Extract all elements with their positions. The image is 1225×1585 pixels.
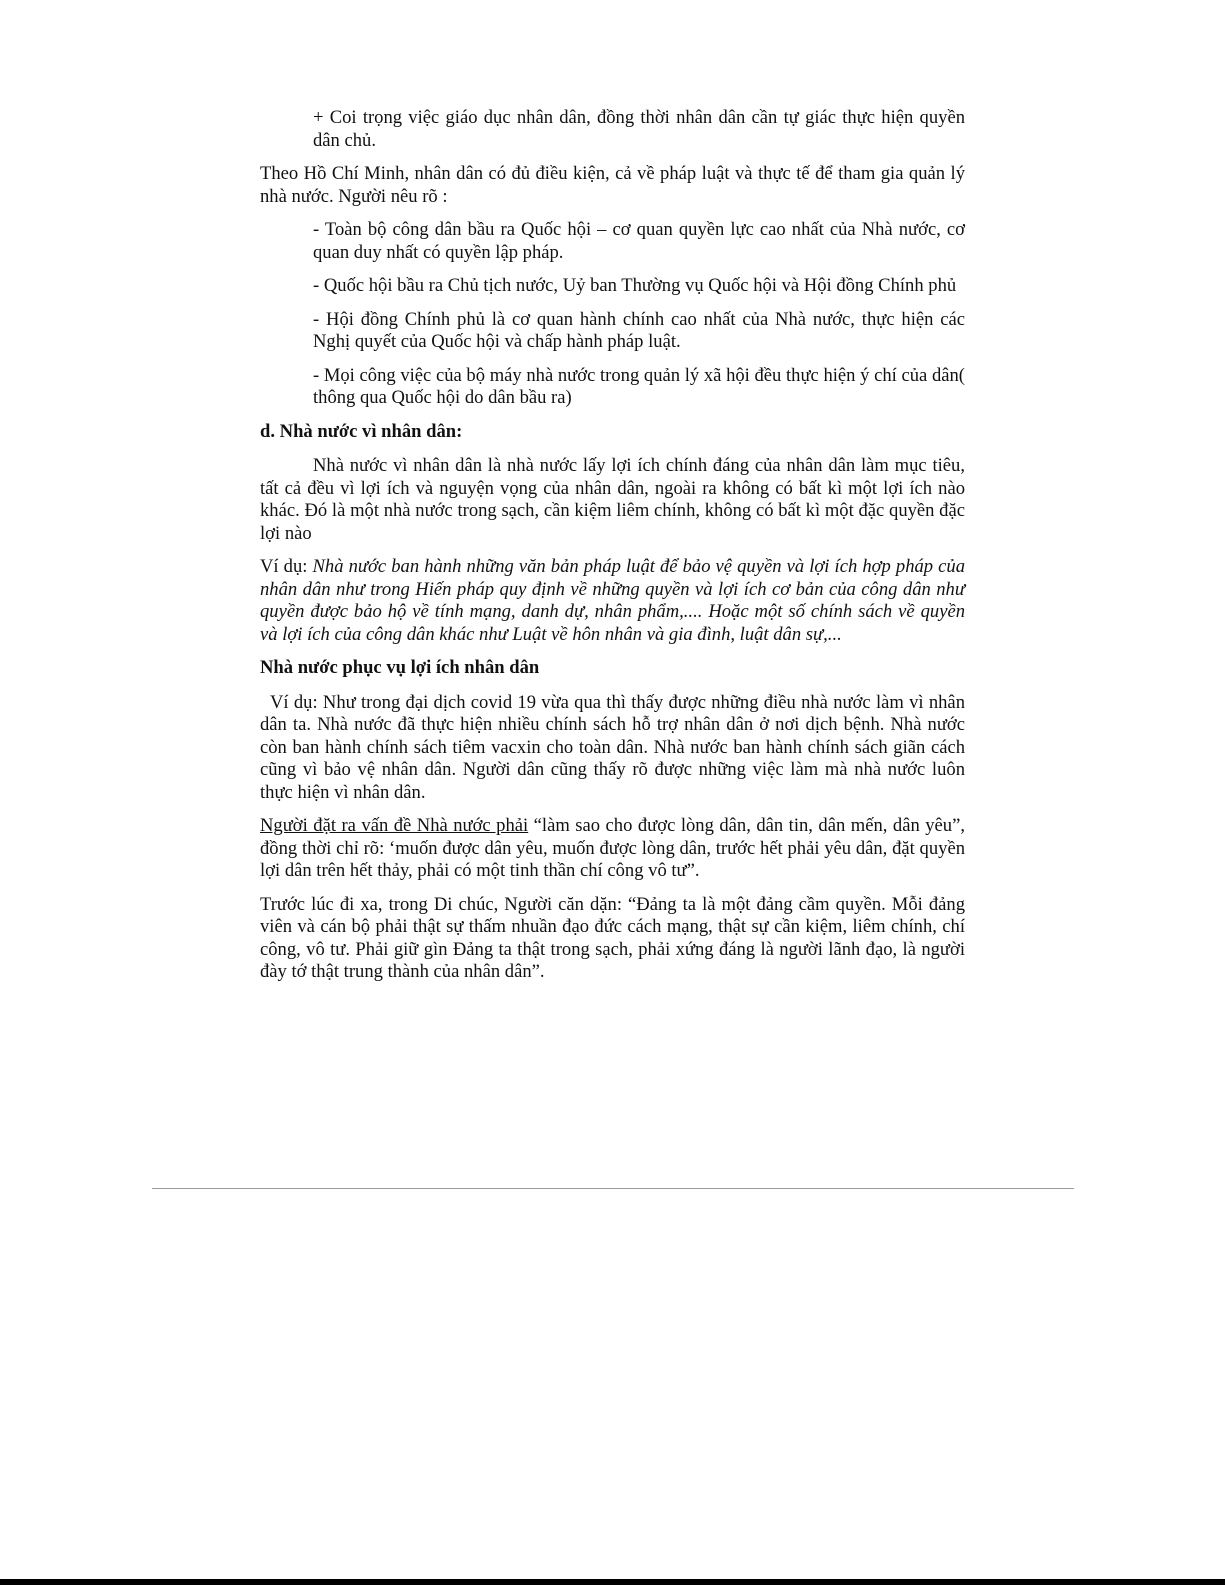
- paragraph-quote-1: [260, 815, 965, 883]
- page-bottom-edge: [0, 1579, 1225, 1585]
- paragraph-example-1: [260, 556, 965, 646]
- list-item: - Hội đồng Chính phủ là cơ quan hành chính cao nhất của Nhà nước, thực hiện các Nghị quyết của Quốc hội và chấp hành pháp luật.: [313, 308, 965, 352]
- paragraph-example-2: Ví dụ: Như trong đại dịch covid 19 vừa qua thì thấy được những điều nhà nước làm vì nhân dân ta. Nhà nước đã thực hiện nhiều chính sách hỗ trợ nhân dân ở nơi dịch bệnh. Nhà nước còn ban hành chính sách tiêm vacxin cho toàn dân. Nhà nước ban hành chính sách giãn cách cũng vì bảo vệ nhân dân. Người dân cũng thấy rõ được những việc làm mà nhà nước luôn thực hiện vì nhân dân.: [260, 691, 965, 803]
- paragraph-quote-2: Trước lúc đi xa, trong Di chúc, Người căn dặn: “Đảng ta là một đảng cầm quyền. Mỗi đảng viên và cán bộ phải thật sự thấm nhuần đạo đức cách mạng, thật sự cần kiệm, liêm chính, chí công, vô tư. Phải giữ gìn Đảng ta thật trong sạch, phải xứng đáng là người lãnh đạo, là người đày tớ thật trung thành của nhân dân”.: [260, 893, 965, 982]
- paragraph-state-for-people: Nhà nước vì nhân dân là nhà nước lấy lợi ích chính đáng của nhân dân làm mục tiêu, tất cả đều vì lợi ích và nguyện vọng của nhân dân, ngoài ra không có bất kì một lợi ích nào khác. Đó là một nhà nước trong sạch, cần kiệm liêm chính, không có bất kì một đặc quyền đặc lợi nào: [260, 455, 965, 544]
- underlined-phrase: Người đặt ra vấn đề Nhà nước phải: [260, 815, 529, 836]
- list-item: - Toàn bộ công dân bầu ra Quốc hội – cơ quan quyền lực cao nhất của Nhà nước, cơ quan duy nhất có quyền lập pháp.: [313, 219, 965, 263]
- list-item: - Mọi công việc của bộ máy nhà nước trong quản lý xã hội đều thực hiện ý chí của dân( thông qua Quốc hội do dân bầu ra): [313, 364, 965, 408]
- section-heading-d: d. Nhà nước vì nhân dân:: [260, 420, 463, 442]
- section-heading-serve: Nhà nước phục vụ lợi ích nhân dân: [260, 657, 540, 678]
- quote-text: “làm sao cho được lòng dân, dân tin, dân mến, dân yêu”, đồng thời chỉ rõ: ‘muốn được dân yêu, muốn được lòng dân, trước hết phải yêu dân, đặt quyền lợi dân trên hết thảy, phải có một tinh thần chí công vô tư”.: [260, 815, 965, 881]
- example-italic-text: Nhà nước ban hành những văn bản pháp luật để bảo vệ quyền và lợi ích hợp pháp của nhân dân như trong Hiến pháp quy định về những quyền và lợi ích cơ bản của công dân như quyền được bảo hộ về tính mạng, danh dự, nhân phẩm,.... Hoặc một số chính sách về quyền và lợi ích của công dân khác như Luật về hôn nhân và gia đình, luật dân sự,...: [260, 556, 966, 645]
- list-item: - Quốc hội bầu ra Chủ tịch nước, Uỷ ban Thường vụ Quốc hội và Hội đồng Chính phủ: [313, 275, 957, 296]
- example-label: Ví dụ:: [260, 556, 313, 577]
- page-divider: [152, 1188, 1074, 1189]
- paragraph-conditions: Theo Hồ Chí Minh, nhân dân có đủ điều kiện, cả về pháp luật và thực tế để tham gia quản lý nhà nước. Người nêu rõ :: [260, 163, 965, 207]
- document-page-content: [260, 107, 965, 995]
- paragraph-educate-people: + Coi trọng việc giáo dục nhân dân, đồng thời nhân dân cần tự giác thực hiện quyền dân chủ.: [313, 107, 965, 151]
